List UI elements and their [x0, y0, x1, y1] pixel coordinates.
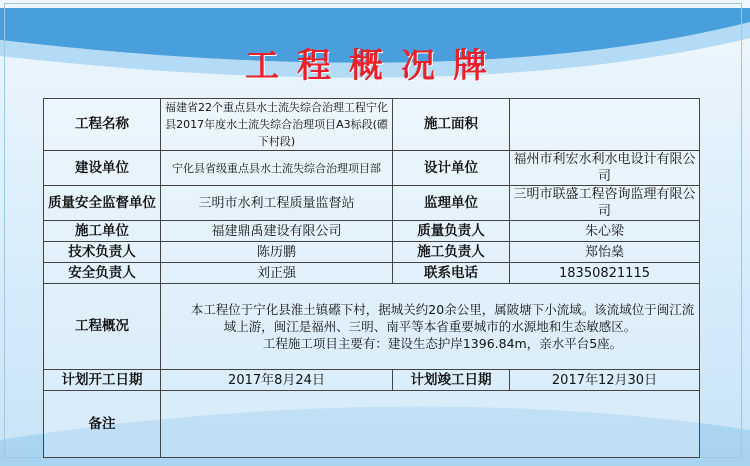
project-name-value: 福建省22个重点县水土流失综合治理工程宁化县2017年度水土流失综合治理项目A3标段(礤下村段) [161, 99, 393, 151]
designer-value: 福州市利宏水利水电设计有限公司 [510, 151, 700, 186]
quality-supervisor-value: 三明市水利工程质量监督站 [161, 186, 393, 221]
overview-label: 工程概况 [44, 284, 161, 370]
construction-lead-label: 施工负责人 [393, 242, 510, 263]
table-row [44, 242, 700, 263]
end-date-label: 计划竣工日期 [393, 370, 510, 391]
start-date-value: 2017年8月24日 [161, 370, 393, 391]
board-title: 工程概况牌 [245, 46, 505, 86]
quality-supervisor-label: 质量安全监督单位 [44, 186, 161, 221]
overview-paragraph-1: 本工程位于宁化县淮土镇礤下村，据城关约20余公里，属陂塘下小流域。该流域位于闽江流域上游，闽江是福州、三明、南平等本省重要城市的水源地和生态敏感区。 [190, 302, 695, 334]
overview-text [161, 284, 700, 370]
table-row [44, 284, 700, 370]
notes-label: 备注 [44, 391, 161, 458]
construction-area-value [510, 99, 700, 151]
quality-lead-value: 朱心梁 [510, 221, 700, 242]
phone-label: 联系电话 [393, 263, 510, 284]
table-row [44, 151, 700, 186]
contractor-value: 福建鼎禹建设有限公司 [161, 221, 393, 242]
project-name-label: 工程名称 [44, 99, 161, 151]
tech-lead-label: 技术负责人 [44, 242, 161, 263]
table-row [44, 221, 700, 242]
overview-paragraph-2: 工程施工项目主要有：建设生态护岸1396.84m，亲水平台5座。 [262, 336, 623, 351]
start-date-label: 计划开工日期 [44, 370, 161, 391]
designer-label: 设计单位 [393, 151, 510, 186]
table-row [44, 263, 700, 284]
table-row [44, 370, 700, 391]
notes-value [161, 391, 700, 458]
builder-label: 建设单位 [44, 151, 161, 186]
table-row [44, 391, 700, 458]
safety-lead-label: 安全负责人 [44, 263, 161, 284]
contractor-label: 施工单位 [44, 221, 161, 242]
tech-lead-value: 陈历鹏 [161, 242, 393, 263]
construction-area-label: 施工面积 [393, 99, 510, 151]
phone-value: 18350821115 [510, 263, 700, 284]
supervision-value: 三明市联盛工程咨询监理有限公司 [510, 186, 700, 221]
supervision-label: 监理单位 [393, 186, 510, 221]
builder-value: 宁化县省级重点县水土流失综合治理项目部 [161, 151, 393, 186]
table-row [44, 99, 700, 151]
safety-lead-value: 刘正强 [161, 263, 393, 284]
construction-lead-value: 郑怡燊 [510, 242, 700, 263]
table-row [44, 186, 700, 221]
project-info-table [43, 98, 700, 458]
quality-lead-label: 质量负责人 [393, 221, 510, 242]
end-date-value: 2017年12月30日 [510, 370, 700, 391]
